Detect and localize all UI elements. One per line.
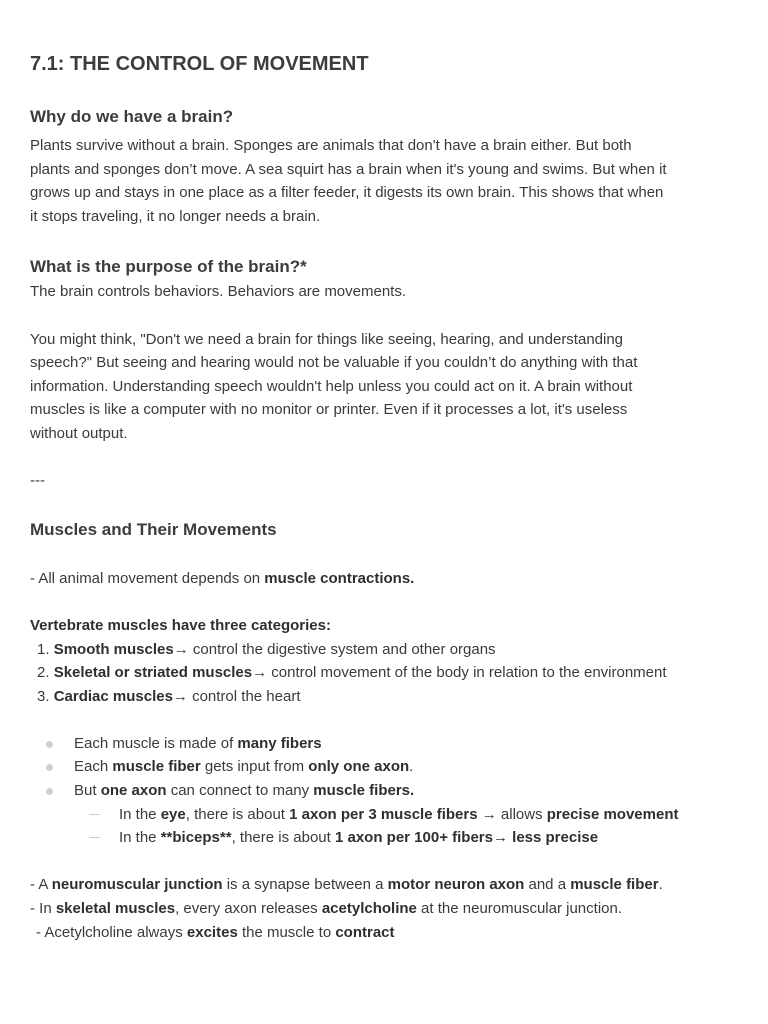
bold-run: precise movement	[546, 805, 679, 823]
page-title: 7.1: THE CONTROL OF MOVEMENT	[30, 53, 369, 75]
list-item	[37, 638, 738, 662]
list-number: 3.	[37, 687, 54, 705]
bold-run: 1 axon per 100+ fibers→ less precise	[334, 829, 599, 847]
text-run: .	[658, 876, 663, 894]
separator-text: ---	[30, 472, 45, 490]
paragraph-line: You might think, "Don't we need a brain for things like seeing, hearing, and understanding	[30, 330, 624, 348]
text-run: can connect to many	[166, 782, 314, 800]
blank-line	[30, 708, 738, 732]
bold-run: skeletal muscles	[55, 900, 176, 918]
blank-line	[30, 850, 738, 874]
dash-icon	[89, 837, 100, 838]
section-heading-muscles: Muscles and Their Movements	[30, 519, 277, 539]
bold-run: only one axon	[308, 758, 410, 776]
text-run: is a synapse between a	[222, 876, 388, 894]
fiber-bullet-list	[30, 732, 738, 850]
fiber-sub-list	[74, 803, 738, 850]
text-run: gets input from	[200, 758, 309, 776]
list-item	[74, 779, 738, 850]
text-run: → control the digestive system and other organs	[173, 640, 496, 658]
text-run: In the	[119, 829, 161, 847]
bold-run: muscle fibers.	[313, 782, 415, 800]
text-run: , every axon releases	[175, 900, 322, 918]
bold-run: eye	[160, 805, 186, 823]
why-brain-paragraph	[30, 134, 738, 228]
bold-run: Smooth muscles	[53, 640, 174, 658]
bold-run: neuromuscular junction	[51, 876, 223, 894]
text-run: and a	[524, 876, 571, 894]
purpose-paragraph	[30, 328, 738, 446]
contraction-line	[30, 567, 738, 591]
bold-run: acetylcholine	[321, 900, 417, 918]
text-run: → control movement of the body in relation to the environment	[252, 664, 667, 682]
text-run: - A	[30, 876, 52, 894]
blank-line	[30, 590, 738, 614]
bold-run: muscle contractions.	[264, 569, 415, 587]
bold-run: 1 axon per 3 muscle fibers	[289, 805, 478, 823]
bold-run: Vertebrate muscles have three categories:	[30, 616, 331, 634]
bold-run: excites	[186, 923, 238, 941]
nmj-line	[30, 921, 738, 945]
bold-run: **biceps**	[160, 829, 232, 847]
section-heading-why-brain: Why do we have a brain?	[30, 107, 234, 126]
bullet-dot-icon	[46, 764, 53, 771]
paragraph-line: muscles is like a computer with no monitor or printer. Even if it processes a lot, it's useless	[30, 401, 628, 419]
list-number: 2.	[37, 664, 54, 682]
categories-heading	[30, 614, 738, 638]
paragraph-line: speech?" But seeing and hearing would not be valuable if you couldn’t do anything with that	[30, 354, 638, 372]
list-item	[37, 661, 738, 685]
bold-run: contract	[335, 923, 395, 941]
bold-run: Skeletal or striated muscles	[53, 664, 253, 682]
paragraph-line: Plants survive without a brain. Sponges are animals that don't have a brain either. But both	[30, 137, 632, 154]
text-run: - In	[30, 900, 56, 918]
bullet-dot-icon	[46, 741, 53, 748]
bold-run: one axon	[100, 782, 167, 800]
paragraph-line: grows up and stays in one place as a filter feeder, it digests its own brain. This shows that when	[30, 184, 664, 202]
list-item	[74, 755, 738, 779]
list-item	[74, 732, 738, 756]
list-item	[37, 685, 738, 709]
text-run: → control the heart	[172, 687, 301, 705]
bold-run: motor neuron axon	[387, 876, 525, 894]
purpose-line: The brain controls behaviors. Behaviors are movements.	[30, 283, 407, 301]
paragraph-line: plants and sponges don’t move. A sea squirt has a brain when it's young and swims. But when it	[30, 160, 667, 178]
paragraph-line: without output.	[30, 424, 128, 442]
text-run: .	[409, 758, 414, 776]
list-item	[119, 803, 738, 827]
bold-run: Cardiac muscles	[53, 687, 173, 705]
nmj-line	[30, 873, 738, 897]
muscle-categories-list	[30, 638, 738, 709]
bold-run: many fibers	[237, 734, 322, 752]
text-run: → allows	[477, 805, 547, 823]
list-number: 1.	[37, 640, 54, 658]
text-run: In the	[119, 805, 161, 823]
dash-icon	[89, 814, 100, 815]
bullet-dot-icon	[46, 788, 53, 795]
section-heading-purpose: What is the purpose of the brain?*	[30, 257, 307, 277]
text-run: - Acetylcholine always	[36, 923, 187, 941]
blank-line	[30, 446, 738, 470]
text-run: - All animal movement depends on	[30, 569, 265, 587]
text-run: Each muscle is made of	[74, 734, 238, 752]
text-run: , there is about	[185, 805, 290, 823]
bold-run: muscle fiber	[112, 758, 201, 776]
paragraph-line: information. Understanding speech wouldn't help unless you could act on it. A brain without	[30, 377, 633, 395]
bold-run: muscle fiber	[570, 876, 659, 894]
text-run: But	[74, 782, 101, 800]
paragraph-line: it stops traveling, it no longer needs a brain.	[30, 207, 321, 225]
text-run: , there is about	[231, 829, 335, 847]
text-run: Each	[74, 758, 113, 776]
list-item	[119, 826, 738, 850]
nmj-line	[30, 897, 738, 921]
text-run: the muscle to	[237, 923, 336, 941]
text-run: at the neuromuscular junction.	[416, 900, 623, 918]
blank-line	[30, 304, 738, 328]
